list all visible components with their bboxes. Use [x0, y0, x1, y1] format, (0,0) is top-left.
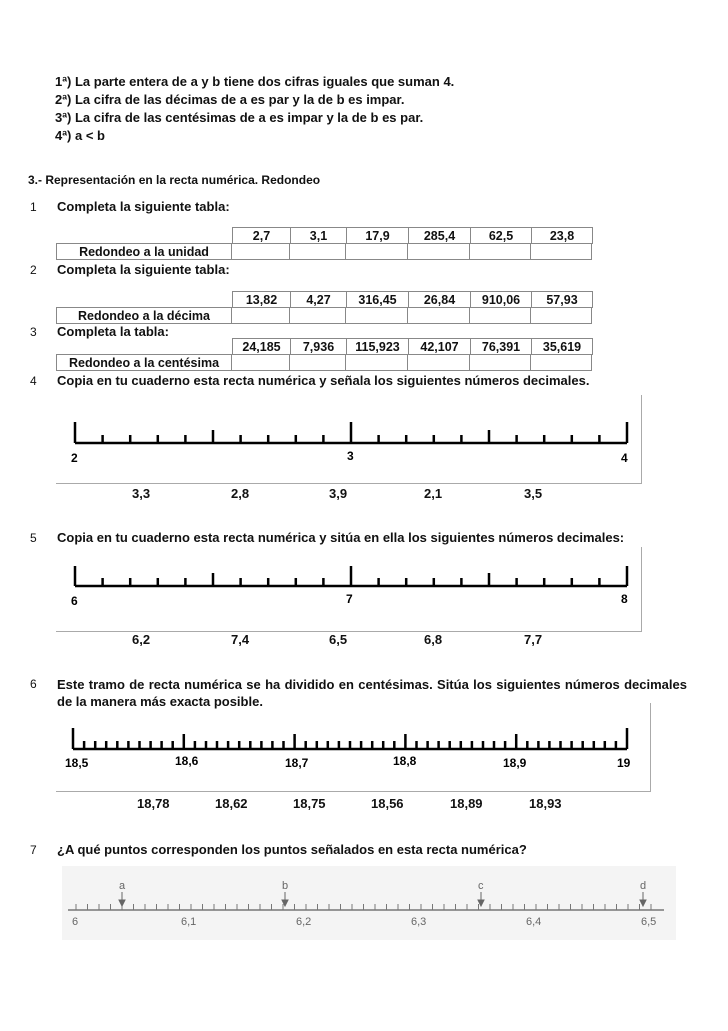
axis-label: 2 — [71, 451, 78, 465]
minor-ticks — [76, 904, 651, 910]
axis-label: 6 — [72, 916, 79, 928]
axis-label: 6,4 — [526, 916, 542, 928]
exercise-7-text: ¿A qué puntos corresponden los puntos señalados en esta recta numérica? — [57, 842, 527, 857]
axis-label: 18,9 — [503, 756, 527, 770]
table-cell: 4,27 — [291, 292, 347, 308]
exercise-number: 3 — [30, 325, 37, 339]
decimal-value: 6,5 — [329, 632, 348, 647]
axis-label: 7 — [346, 592, 353, 606]
axis-label: 18,5 — [65, 756, 89, 770]
decimal-value: 18,78 — [137, 796, 170, 811]
exercise-6-text: Este tramo de recta numérica se ha dividido en centésimas. Sitúa los siguientes números decimales de la manera más exacta posible. — [57, 677, 687, 709]
exercise-1-text: Completa la siguiente tabla: — [57, 199, 230, 214]
exercise-number: 7 — [30, 843, 37, 857]
table-cell: 7,936 — [291, 339, 347, 355]
table-cell: 3,1 — [291, 228, 347, 244]
decimal-value: 18,62 — [215, 796, 248, 811]
table-cell: 13,82 — [233, 292, 291, 308]
table-cell: 35,619 — [532, 339, 593, 355]
table-cell: 42,107 — [409, 339, 471, 355]
table-cell: 17,9 — [347, 228, 409, 244]
table-cell: 115,923 — [347, 339, 409, 355]
axis-label: 6,3 — [411, 916, 427, 928]
decimal-value: 18,75 — [293, 796, 326, 811]
row-label: Redondeo a la unidad — [57, 244, 232, 260]
table-cell: 2,7 — [233, 228, 291, 244]
decimal-value: 18,89 — [450, 796, 483, 811]
exercise-number: 6 — [30, 677, 37, 691]
decimal-value: 2,1 — [424, 486, 443, 501]
axis-label: 8 — [621, 592, 628, 606]
axis-label: 18,6 — [175, 754, 199, 768]
table-cell: 76,391 — [471, 339, 532, 355]
condition-1: 1ª) La parte entera de a y b tiene dos cifras iguales que suman 4. — [55, 74, 455, 89]
axis-label: 6,2 — [296, 916, 312, 928]
table-cell: 62,5 — [471, 228, 532, 244]
axis-label: 6,5 — [641, 916, 657, 928]
row-label: Redondeo a la décima — [57, 308, 232, 324]
table-cell: 316,45 — [347, 292, 409, 308]
point-label-c: c — [478, 880, 484, 892]
condition-4: 4ª) a < b — [55, 128, 105, 143]
exercise-number: 1 — [30, 200, 37, 214]
point-label-d: d — [640, 880, 647, 892]
decimal-value: 7,7 — [524, 632, 543, 647]
exercise-number: 2 — [30, 263, 37, 277]
axis-label: 6 — [71, 594, 78, 608]
row-label: Redondeo a la centésima — [57, 355, 232, 371]
decimal-value: 6,8 — [424, 632, 443, 647]
condition-2: 2ª) La cifra de las décimas de a es par y la de b es impar. — [55, 92, 405, 107]
condition-3: 3ª) La cifra de las centésimas de a es impar y la de b es par. — [55, 110, 424, 125]
point-label-b: b — [282, 880, 289, 892]
axis-label: 3 — [347, 449, 354, 463]
table-cell: 23,8 — [532, 228, 593, 244]
decimal-value: 18,56 — [371, 796, 404, 811]
decimal-value: 18,93 — [529, 796, 562, 811]
table-cell: 24,185 — [233, 339, 291, 355]
axis-label: 6,1 — [181, 916, 197, 928]
exercise-2-text: Completa la siguiente tabla: — [57, 262, 230, 277]
axis-label: 18,7 — [285, 756, 309, 770]
axis-label: 4 — [621, 451, 628, 465]
decimal-value: 3,9 — [329, 486, 348, 501]
table-cell: 57,93 — [532, 292, 593, 308]
axis-label: 19 — [617, 756, 631, 770]
table-cell: 26,84 — [409, 292, 471, 308]
table-cell: 910,06 — [471, 292, 532, 308]
exercise-number: 5 — [30, 531, 37, 545]
point-label-a: a — [119, 880, 126, 892]
table-cell: 285,4 — [409, 228, 471, 244]
section-title: 3.- Representación en la recta numérica. Redondeo — [28, 173, 321, 187]
exercise-number: 4 — [30, 374, 37, 388]
exercise-4-text: Copia en tu cuaderno esta recta numérica y señala los siguientes números decimales. — [57, 373, 590, 388]
decimal-value: 3,3 — [132, 486, 151, 501]
decimal-value: 7,4 — [231, 632, 250, 647]
decimal-value: 2,8 — [231, 486, 250, 501]
decimal-value: 6,2 — [132, 632, 151, 647]
axis-label: 18,8 — [393, 754, 417, 768]
decimal-value: 3,5 — [524, 486, 543, 501]
exercise-5-text: Copia en tu cuaderno esta recta numérica y sitúa en ella los siguientes números decimales: — [57, 530, 625, 545]
exercise-3-text: Completa la tabla: — [57, 324, 169, 339]
